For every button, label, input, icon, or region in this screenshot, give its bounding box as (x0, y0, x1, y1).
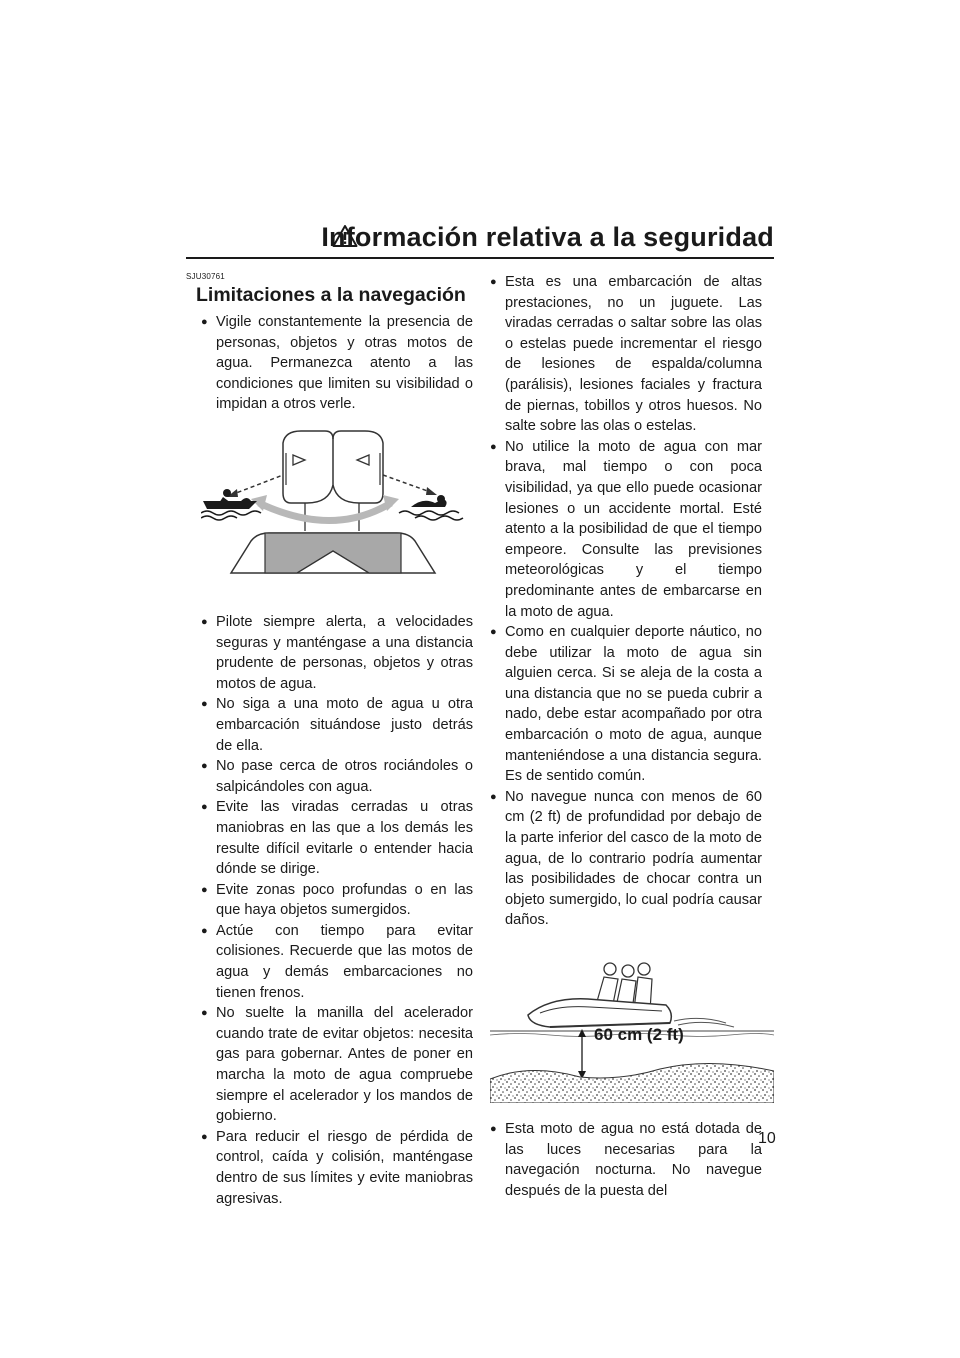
page-header (186, 222, 774, 256)
bullet-item: ● No siga a una moto de agua u otra embarcación situándose justo detrás de ella. (201, 694, 473, 756)
bullet-item: ● Esta moto de agua no está dotada de las luces necesarias para la navegación nocturna. No navegue después de la puesta del (490, 1119, 762, 1201)
section-code: SJU30761 (186, 272, 225, 281)
visibility-figure (201, 423, 473, 598)
bullet-item: ● Esta es una embarcación de altas prestaciones, no un juguete. Las viradas cerradas o saltar sobre las olas o estelas puede incrementar el riesgo de lesiones de espalda/columna (parálisis), lesiones faciales y fractura de piernas, tobillos y otros huesos. No salte sobre las olas o estelas. (490, 272, 762, 437)
bullet-item: ● Para reducir el riesgo de pérdida de control, caída y colisión, manténgase dentro de sus límites y evite maniobras agresivas. (201, 1127, 473, 1209)
bullet-item: ● Actúe con tiempo para evitar colisiones. Recuerde que las motos de agua y demás embarcaciones no tienen frenos. (201, 921, 473, 1003)
page-title: Información relativa a la seguridad (321, 222, 774, 252)
bullet-item: ● Vigile constantemente la presencia de personas, objetos y otras motos de agua. Permanezca atento a las condiciones que limiten su visibilidad o impidan a otros verle. (201, 312, 473, 415)
bullet-item: ● No utilice la moto de agua con mar brava, mal tiempo o con poca visibilidad, ya que ello puede ocasionar lesiones o un accidente mortal. Esté atento a la posibilidad de que el tiempo empeore. Consulte las previsiones meteorológicas y el tiempo predominante antes de embarcarse en la moto de agua. (490, 437, 762, 622)
right-column (490, 272, 762, 1201)
depth-figure (490, 953, 762, 1103)
bullet-item: ● No pase cerca de otros rociándoles o salpicándoles con agua. (201, 756, 473, 797)
section-title: Limitaciones a la navegación (196, 284, 466, 306)
bullet-item: ● Evite las viradas cerradas u otras maniobras en las que a los demás les resulte difícil evitarle o entender hacia dónde se dirige. (201, 797, 473, 879)
bullet-item: ● Como en cualquier deporte náutico, no debe utilizar la moto de agua sin alguien cerca. Si se aleja de la costa a una distancia que no se pueda cubrir a nado, debe estar acompañado por otra embarcación o moto de agua, aunque manteniéndose a una distancia segura. Es de sentido común. (490, 622, 762, 787)
bullet-item: ● No suelte la manilla del acelerador cuando trate de evitar objetos: necesita gas para gobernar. Antes de poner en marcha la moto de agua compruebe siempre el acelerador y los mandos de gobierno. (201, 1003, 473, 1127)
page-number: 10 (758, 1130, 776, 1147)
bullet-item: ● Pilote siempre alerta, a velocidades seguras y manténgase a una distancia prudente de personas, objetos y otras motos de agua. (201, 612, 473, 694)
depth-label: 60 cm (2 ft) (594, 1025, 684, 1044)
left-column (186, 272, 473, 1209)
visibility-illustration (201, 423, 473, 598)
bullet-item: ● Evite zonas poco profundas o en las que haya objetos sumergidos. (201, 880, 473, 921)
header-rule (186, 257, 774, 259)
bullet-item: ● No navegue nunca con menos de 60 cm (2 ft) de profundidad por debajo de la parte inferior del casco de la moto de agua, de lo contrario podría aumentar las posibilidades de chocar contra un objeto sumergido, lo cual podría causar daños. (490, 787, 762, 931)
